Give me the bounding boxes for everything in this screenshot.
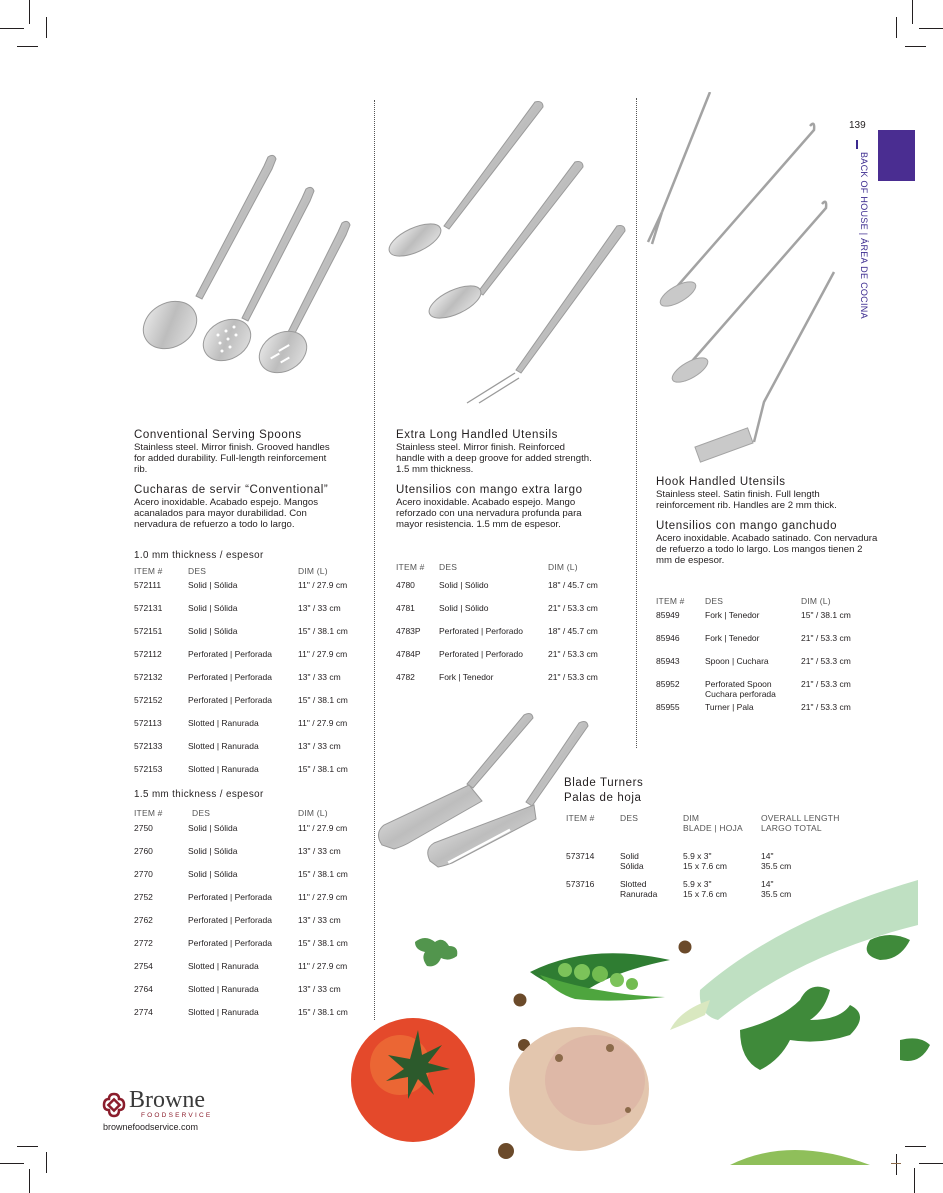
item-number: 85949 bbox=[656, 610, 680, 620]
item-number: 4782 bbox=[396, 672, 415, 682]
section-description: Stainless steel. Mirror finish. Reinforced handle with a deep groove for added strength. 1.5 mm thickness. bbox=[396, 442, 592, 475]
table-row bbox=[134, 626, 374, 638]
item-number: 85943 bbox=[656, 656, 680, 666]
item-description: Solid | Sólida bbox=[188, 846, 238, 856]
col-item: ITEM # bbox=[134, 808, 163, 818]
overall-length-cm: 35.5 cm bbox=[761, 889, 792, 899]
item-dimension: 15" / 38.1 cm bbox=[298, 626, 348, 636]
item-description: Perforated | Perforada bbox=[188, 672, 272, 682]
blade-dim-cm: 15 x 7.6 cm bbox=[683, 861, 727, 871]
section-label: BACK OF HOUSE | ÁREA DE COCINA bbox=[859, 152, 869, 319]
item-description: Slotted | Ranurada bbox=[188, 718, 259, 728]
item-dimension: 21" / 53.3 cm bbox=[801, 656, 851, 666]
item-dimension: 15" / 38.1 cm bbox=[298, 1007, 348, 1017]
item-description: Perforated | Perforado bbox=[439, 649, 523, 659]
table-row bbox=[134, 580, 374, 592]
item-number: 572133 bbox=[134, 741, 163, 751]
col-dim: DIM (L) bbox=[801, 596, 831, 606]
item-description: Solid | Sólida bbox=[188, 580, 238, 590]
col-item: ITEM # bbox=[566, 813, 595, 823]
serving-spoons-image bbox=[130, 145, 370, 390]
item-number: 2764 bbox=[134, 984, 153, 994]
col-dim: DIM (L) bbox=[548, 562, 578, 572]
col-des: DES bbox=[192, 808, 211, 818]
item-number: 4783P bbox=[396, 626, 421, 636]
section-title-es: Cucharas de servir “Conventional” bbox=[134, 484, 329, 496]
item-dimension: 11" / 27.9 cm bbox=[298, 892, 348, 902]
item-description: Solid | Sólida bbox=[188, 603, 238, 613]
item-description: Fork | Tenedor bbox=[705, 610, 760, 620]
item-dimension: 15" / 38.1 cm bbox=[298, 869, 348, 879]
item-dimension: 21" / 53.3 cm bbox=[801, 633, 851, 643]
table-row bbox=[396, 580, 636, 592]
item-description: Perforated | Perforada bbox=[188, 649, 272, 659]
crop-mark bbox=[0, 28, 24, 29]
section-title: Extra Long Handled Utensils bbox=[396, 429, 558, 441]
item-dimension: 13" / 33 cm bbox=[298, 984, 341, 994]
overall-length-in: 14" bbox=[761, 879, 774, 889]
section-description-es: Acero inoxidable. Acabado espejo. Mangos acanalados para mayor durabilidad. Con nervadura de refuerzo a todo lo largo. bbox=[134, 497, 319, 530]
table-row bbox=[134, 649, 374, 661]
item-number: 2750 bbox=[134, 823, 153, 833]
crop-mark bbox=[17, 1146, 38, 1147]
extra-long-section bbox=[396, 429, 606, 530]
table-row bbox=[134, 695, 374, 707]
tomato-icon bbox=[351, 1018, 475, 1142]
table-row bbox=[656, 656, 896, 668]
table-row bbox=[134, 938, 374, 950]
table-row bbox=[396, 672, 636, 684]
cucumber-icon bbox=[730, 1150, 870, 1165]
spoons-table-2 bbox=[134, 808, 374, 1023]
item-dimension: 13" / 33 cm bbox=[298, 741, 341, 751]
table-row bbox=[396, 626, 636, 638]
table-row bbox=[656, 702, 896, 714]
parsley-leaf-icon bbox=[415, 938, 457, 966]
extra-long-table bbox=[396, 562, 626, 687]
item-dimension: 11" / 27.9 cm bbox=[298, 718, 348, 728]
item-description: Fork | Tenedor bbox=[705, 633, 760, 643]
item-number: 572131 bbox=[134, 603, 163, 613]
col-des: DES bbox=[620, 813, 639, 823]
section-title-es: Utensilios con mango ganchudo bbox=[656, 520, 838, 532]
table-row bbox=[134, 1007, 374, 1019]
col-overall-length: OVERALL LENGTH bbox=[761, 813, 840, 823]
item-description: Slotted | Ranurada bbox=[188, 961, 259, 971]
item-number: 2770 bbox=[134, 869, 153, 879]
item-dimension: 21" / 53.3 cm bbox=[548, 603, 598, 613]
table-header bbox=[566, 813, 866, 835]
table-row bbox=[134, 764, 374, 776]
item-number: 572152 bbox=[134, 695, 163, 705]
registration-mark bbox=[896, 1154, 897, 1174]
extra-long-utensils-image bbox=[385, 98, 630, 408]
item-number: 2772 bbox=[134, 938, 153, 948]
table-row bbox=[656, 610, 896, 622]
table-row bbox=[134, 823, 374, 835]
crop-mark bbox=[896, 17, 897, 38]
col-des: DES bbox=[439, 562, 458, 572]
item-description: Turner | Pala bbox=[705, 702, 754, 712]
item-number: 85952 bbox=[656, 679, 680, 689]
item-number: 572112 bbox=[134, 649, 162, 659]
section-description-es: Acero inoxidable. Acabado satinado. Con nervadura de refuerzo a todo lo largo. Los mangos tienen 2 mm de espesor. bbox=[656, 533, 878, 566]
pea-pod-icon bbox=[530, 953, 670, 1000]
crop-mark bbox=[919, 28, 943, 29]
col-item: ITEM # bbox=[656, 596, 685, 606]
item-number: 85955 bbox=[656, 702, 680, 712]
table-header bbox=[134, 566, 374, 578]
item-dimension: 15" / 38.1 cm bbox=[298, 695, 348, 705]
item-number: 4784P bbox=[396, 649, 421, 659]
table-row bbox=[134, 846, 374, 858]
table-caption: 1.5 mm thickness / espesor bbox=[134, 789, 264, 800]
item-dimension: 21" / 53.3 cm bbox=[801, 702, 851, 712]
section-title-es: Palas de hoja bbox=[564, 792, 642, 804]
section-color-tab bbox=[878, 130, 915, 181]
item-description: Fork | Tenedor bbox=[439, 672, 494, 682]
crop-mark bbox=[29, 0, 30, 24]
crop-mark bbox=[17, 46, 38, 47]
table-row bbox=[134, 915, 374, 927]
section-title: Hook Handled Utensils bbox=[656, 476, 786, 488]
item-number: 2752 bbox=[134, 892, 153, 902]
item-dimension: 15" / 38.1 cm bbox=[298, 764, 348, 774]
item-dimension: 11" / 27.9 cm bbox=[298, 580, 348, 590]
item-description: Solid bbox=[620, 851, 639, 861]
item-description: Slotted | Ranurada bbox=[188, 984, 259, 994]
item-dimension: 18" / 45.7 cm bbox=[548, 626, 598, 636]
item-description: Solid | Sólida bbox=[188, 869, 238, 879]
section-description-es: Acero inoxidable. Acabado espejo. Mango reforzado con una nervadura profunda para mayor resistencia. 1.5 mm de espesor. bbox=[396, 497, 582, 530]
item-number: 572153 bbox=[134, 764, 163, 774]
table-row bbox=[134, 672, 374, 684]
crop-mark bbox=[46, 17, 47, 38]
item-description: Solid | Sólida bbox=[188, 626, 238, 636]
item-dimension: 21" / 53.3 cm bbox=[548, 672, 598, 682]
item-number: 2754 bbox=[134, 961, 153, 971]
item-dimension: 13" / 33 cm bbox=[298, 846, 341, 856]
table-row bbox=[134, 718, 374, 730]
item-dimension: 13" / 33 cm bbox=[298, 915, 341, 925]
col-dim: DIM (L) bbox=[298, 808, 328, 818]
registration-mark bbox=[891, 1163, 901, 1164]
item-dimension: 11" / 27.9 cm bbox=[298, 649, 348, 659]
item-description: Spoon | Cuchara bbox=[705, 656, 769, 666]
col-largo-total: LARGO TOTAL bbox=[761, 823, 822, 833]
item-description: Solid | Sólida bbox=[188, 823, 238, 833]
table-row bbox=[134, 961, 374, 973]
column-divider bbox=[636, 98, 637, 748]
item-description-es: Cuchara perforada bbox=[705, 689, 776, 699]
item-number: 4780 bbox=[396, 580, 415, 590]
item-description: Perforated | Perforado bbox=[439, 626, 523, 636]
item-description: Slotted | Ranurada bbox=[188, 1007, 259, 1017]
item-number: 572132 bbox=[134, 672, 163, 682]
serving-spoons-section bbox=[134, 429, 374, 530]
crop-mark bbox=[29, 1169, 30, 1193]
brand-url[interactable]: brownefoodservice.com bbox=[103, 1122, 199, 1132]
item-dimension: 15" / 38.1 cm bbox=[298, 938, 348, 948]
table-row bbox=[396, 603, 636, 615]
item-number: 573716 bbox=[566, 879, 595, 889]
item-dimension: 18" / 45.7 cm bbox=[548, 580, 598, 590]
hook-handled-section bbox=[656, 476, 881, 566]
crop-mark bbox=[0, 1163, 24, 1164]
table-header bbox=[134, 808, 374, 820]
item-description: Solid | Sólido bbox=[439, 603, 489, 613]
item-description: Perforated | Perforada bbox=[188, 915, 272, 925]
browne-quatrefoil-icon bbox=[101, 1092, 127, 1118]
item-description: Slotted | Ranurada bbox=[188, 741, 259, 751]
item-dimension: 21" / 53.3 cm bbox=[548, 649, 598, 659]
brand-name: Browne bbox=[129, 1087, 205, 1113]
crop-mark bbox=[912, 0, 913, 24]
item-dimension: 11" / 27.9 cm bbox=[298, 823, 348, 833]
table-row bbox=[134, 869, 374, 881]
table-row bbox=[566, 851, 866, 873]
item-number: 4781 bbox=[396, 603, 415, 613]
item-number: 2774 bbox=[134, 1007, 153, 1017]
table-row bbox=[656, 679, 896, 701]
item-number: 2760 bbox=[134, 846, 153, 856]
blade-dim-in: 5.9 x 3" bbox=[683, 851, 712, 861]
item-description: Slotted | Ranurada bbox=[188, 764, 259, 774]
item-number: 573714 bbox=[566, 851, 595, 861]
blade-dim-cm: 15 x 7.6 cm bbox=[683, 889, 727, 899]
item-description: Perforated Spoon bbox=[705, 679, 772, 689]
hook-handled-utensils-image bbox=[640, 92, 850, 467]
vegetables-illustration bbox=[340, 880, 940, 1170]
item-description: Perforated | Perforada bbox=[188, 938, 272, 948]
blade-turners-image bbox=[374, 705, 589, 870]
section-title: Conventional Serving Spoons bbox=[134, 429, 302, 441]
table-row bbox=[134, 603, 374, 615]
item-number: 572113 bbox=[134, 718, 162, 728]
crop-mark bbox=[46, 1152, 47, 1173]
item-dimension: 21" / 53.3 cm bbox=[801, 679, 851, 689]
col-dim: DIM bbox=[683, 813, 700, 823]
item-number: 2762 bbox=[134, 915, 153, 925]
item-dimension: 13" / 33 cm bbox=[298, 672, 341, 682]
table-row bbox=[134, 984, 374, 996]
col-des: DES bbox=[705, 596, 724, 606]
item-dimension: 15" / 38.1 cm bbox=[801, 610, 851, 620]
overall-length-cm: 35.5 cm bbox=[761, 861, 792, 871]
table-row bbox=[134, 741, 374, 753]
item-dimension: 13" / 33 cm bbox=[298, 603, 341, 613]
section-description: Stainless steel. Satin finish. Full length reinforcement rib. Handles are 2 mm thick. bbox=[656, 489, 837, 511]
item-description-es: Ranurada bbox=[620, 889, 658, 899]
section-title-es: Utensilios con mango extra largo bbox=[396, 484, 583, 496]
item-number: 572111 bbox=[134, 580, 162, 590]
crop-mark bbox=[905, 46, 926, 47]
section-description: Stainless steel. Mirror finish. Grooved handles for added durability. Full-length reinforcement rib. bbox=[134, 442, 330, 475]
col-item: ITEM # bbox=[134, 566, 163, 576]
item-number: 85946 bbox=[656, 633, 680, 643]
table-row bbox=[656, 633, 896, 645]
section-title: Blade Turners bbox=[564, 777, 644, 789]
table-header bbox=[396, 562, 636, 574]
item-dimension: 11" / 27.9 cm bbox=[298, 961, 348, 971]
brand-tagline: FOODSERVICE bbox=[141, 1112, 213, 1119]
table-row bbox=[396, 649, 636, 661]
table-row bbox=[134, 892, 374, 904]
col-des: DES bbox=[188, 566, 207, 576]
crop-mark bbox=[914, 1168, 915, 1193]
col-blade: BLADE | HOJA bbox=[683, 823, 743, 833]
overall-length-in: 14" bbox=[761, 851, 774, 861]
page-number-rule bbox=[856, 140, 858, 149]
blade-turners-section bbox=[564, 777, 864, 805]
blade-dim-in: 5.9 x 3" bbox=[683, 879, 712, 889]
table-caption: 1.0 mm thickness / espesor bbox=[134, 550, 264, 561]
page-number: 139 bbox=[849, 120, 866, 131]
item-number: 572151 bbox=[134, 626, 163, 636]
hook-handled-table bbox=[656, 596, 886, 716]
brand-logo[interactable] bbox=[101, 1087, 221, 1134]
item-description: Perforated | Perforada bbox=[188, 892, 272, 902]
spoons-table-1 bbox=[134, 566, 374, 776]
col-item: ITEM # bbox=[396, 562, 425, 572]
col-dim: DIM (L) bbox=[298, 566, 328, 576]
potato-icon bbox=[509, 1027, 649, 1151]
item-description-es: Sólida bbox=[620, 861, 644, 871]
item-description: Perforated | Perforada bbox=[188, 695, 272, 705]
item-description: Slotted bbox=[620, 879, 647, 889]
item-description: Solid | Sólido bbox=[439, 580, 489, 590]
table-header bbox=[656, 596, 896, 608]
